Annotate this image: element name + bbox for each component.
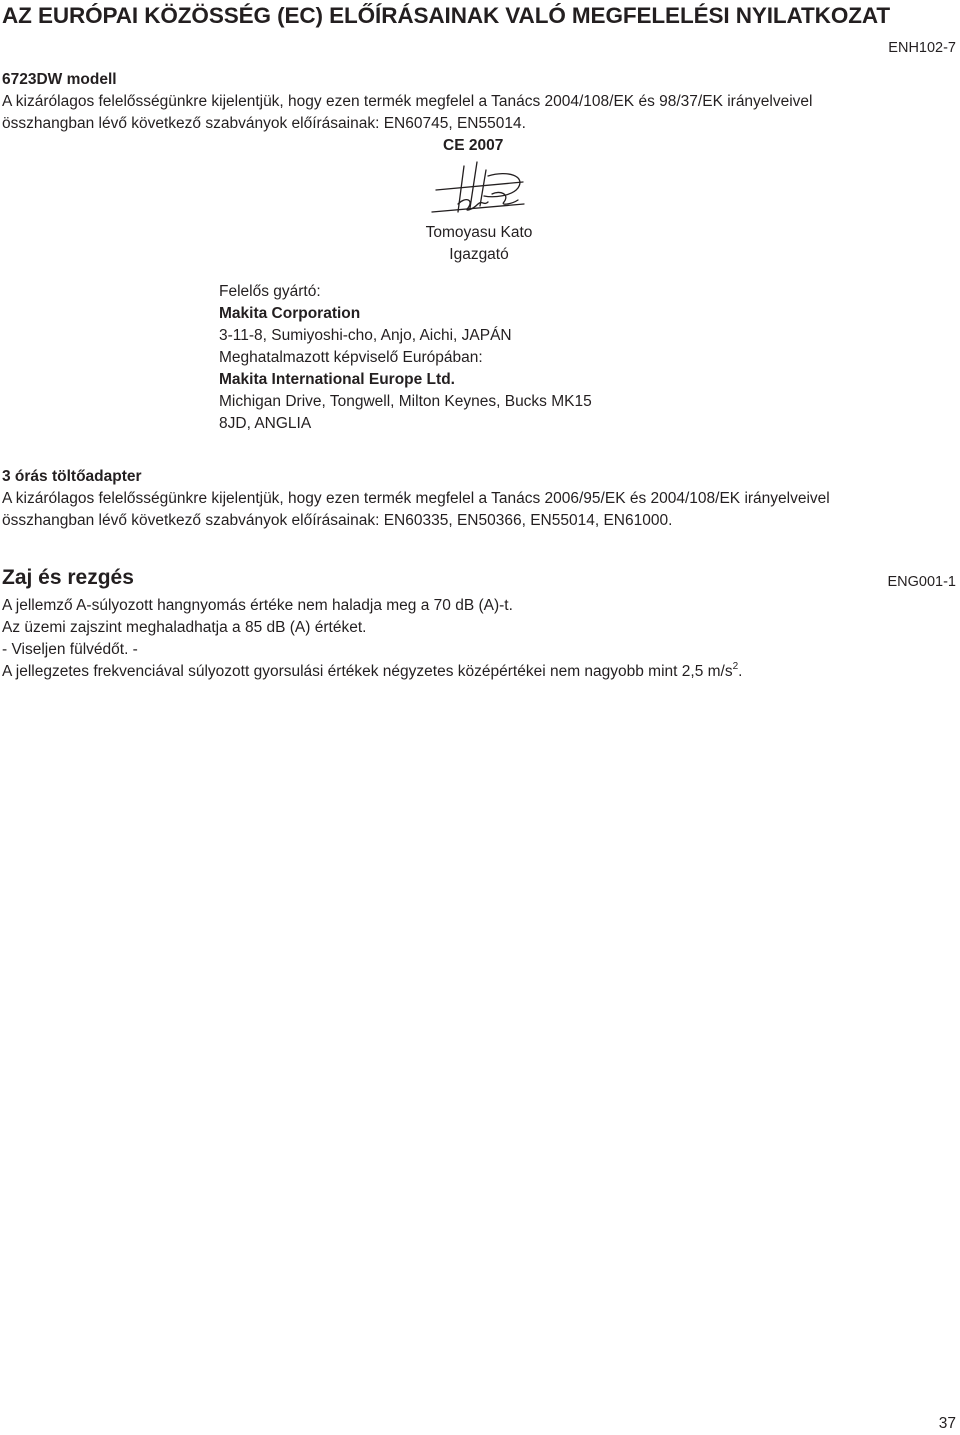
noise-line-2: Az üzemi zajszint meghaladhatja a 85 dB (A) értéket. xyxy=(2,619,367,636)
signatory-name: Tomoyasu Kato xyxy=(425,224,533,241)
document-code: ENH102-7 xyxy=(888,40,956,56)
model-title: 6723DW modell xyxy=(2,71,117,88)
vibration-period: . xyxy=(738,663,743,680)
charger-declaration-line-2: összhangban lévő következő szabványok előírásainak: EN60335, EN50366, EN55014, EN61000. xyxy=(2,512,673,529)
representative-label: Meghatalmazott képviselő Európában: xyxy=(219,349,483,366)
signatory-role: Igazgató xyxy=(449,246,509,263)
section-title-noise: Zaj és rezgés xyxy=(2,566,134,589)
charger-title: 3 órás töltőadapter xyxy=(2,468,142,485)
declaration-line-2: összhangban lévő következő szabványok előírásainak: EN60745, EN55014. xyxy=(2,115,526,132)
manufacturer-label: Felelős gyártó: xyxy=(219,283,321,300)
superscript-exponent: 2 xyxy=(732,661,739,672)
section-code: ENG001-1 xyxy=(887,574,956,590)
vibration-line xyxy=(2,661,742,683)
ce-year: CE 2007 xyxy=(443,137,504,154)
signature-image xyxy=(428,160,530,220)
page-number: 37 xyxy=(938,1415,956,1432)
charger-declaration-line-1: A kizárólagos felelősségünkre kijelentjük, hogy ezen termék megfelel a Tanács 2006/95/EK és 2004/108/EK irányelveivel xyxy=(2,490,830,507)
representative-company: Makita International Europe Ltd. xyxy=(219,371,455,388)
page-title: AZ EURÓPAI KÖZÖSSÉG (EC) ELŐÍRÁSAINAK VALÓ MEGFELELÉSI NYILATKOZAT xyxy=(2,3,890,28)
manufacturer-company: Makita Corporation xyxy=(219,305,361,322)
declaration-line-1: A kizárólagos felelősségünkre kijelentjük, hogy ezen termék megfelel a Tanács 2004/108/EK és 98/37/EK irányelveivel xyxy=(2,93,813,110)
manufacturer-address: 3-11-8, Sumiyoshi-cho, Anjo, Aichi, JAPÁN xyxy=(219,327,512,344)
representative-address-1: Michigan Drive, Tongwell, Milton Keynes, Bucks MK15 xyxy=(219,393,592,410)
vibration-text: A jellegzetes frekvenciával súlyozott gyorsulási értékek négyzetes középértékei nem nagyobb mint 2,5 m/s xyxy=(2,663,733,680)
noise-line-1: A jellemző A-súlyozott hangnyomás értéke nem haladja meg a 70 dB (A)-t. xyxy=(2,597,513,614)
noise-line-3: - Viseljen fülvédőt. - xyxy=(2,641,138,658)
representative-address-2: 8JD, ANGLIA xyxy=(219,415,312,432)
